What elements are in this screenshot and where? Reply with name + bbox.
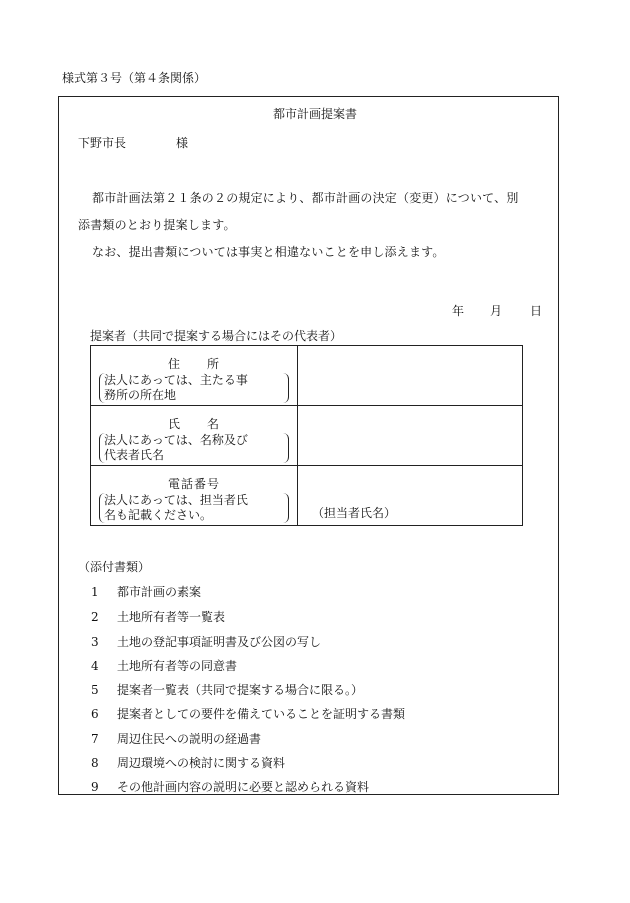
form-number: 様式第３号（第４条関係） xyxy=(62,71,207,85)
proposer-table xyxy=(90,345,523,526)
body-line-3: なお、提出書類については事実と相違ないことを申し添えます。 xyxy=(92,245,445,259)
attachment-text: 提案者一覧表（共同で提案する場合に限る。） xyxy=(117,683,364,697)
attachment-item xyxy=(91,733,261,745)
attachment-text: 土地の登記事項証明書及び公図の写し xyxy=(117,635,322,649)
address-label-cell xyxy=(91,346,298,406)
attachment-number: 7 xyxy=(91,732,99,746)
name-note-line-1: 法人にあっては、名称及び xyxy=(104,433,248,447)
contact-person-label: （担当者氏名） xyxy=(312,506,397,520)
name-head: 氏 名 xyxy=(167,417,220,431)
address-note xyxy=(99,373,289,403)
attachment-number: 6 xyxy=(91,707,99,721)
attachment-text: 周辺住民への説明の経過書 xyxy=(117,732,262,746)
phone-label-cell xyxy=(91,466,298,526)
attachment-text: 提案者としての要件を備えていることを証明する書類 xyxy=(117,707,406,721)
addressee-honorific: 様 xyxy=(176,136,189,150)
attachment-number: 2 xyxy=(91,610,99,624)
document-title: 都市計画提案書 xyxy=(272,107,357,121)
addressee-name: 下野市長 xyxy=(78,136,127,150)
attachment-text: 土地所有者等一覧表 xyxy=(117,610,226,624)
attachment-text: その他計画内容の説明に必要と認められる資料 xyxy=(117,780,370,794)
attachment-item xyxy=(91,586,201,598)
attachment-number: 8 xyxy=(91,756,99,770)
phone-input-cell[interactable] xyxy=(298,466,523,526)
date-day: 日 xyxy=(530,304,543,318)
attachment-number: 3 xyxy=(91,635,99,649)
body-line-2: 添書類のとおり提案します。 xyxy=(78,218,236,232)
phone-note-line-2: 名も記載ください。 xyxy=(104,508,213,522)
name-label-cell xyxy=(91,406,298,466)
name-note xyxy=(99,433,289,463)
attachment-item xyxy=(91,636,321,648)
attachment-item xyxy=(91,708,405,720)
attachments-title: （添付書類） xyxy=(78,560,151,574)
address-head: 住 所 xyxy=(167,357,220,371)
name-input-cell[interactable] xyxy=(298,406,523,466)
attachment-number: 9 xyxy=(91,780,99,794)
phone-note-line-1: 法人にあっては、担当者氏 xyxy=(104,493,248,507)
addressee xyxy=(78,137,188,149)
phone-row xyxy=(91,466,523,526)
name-note-line-2: 代表者氏名 xyxy=(104,448,165,462)
address-input-cell[interactable] xyxy=(298,346,523,406)
attachment-item xyxy=(91,781,369,793)
attachment-number: 4 xyxy=(91,659,99,673)
attachment-number: 5 xyxy=(91,683,99,697)
phone-note xyxy=(99,493,289,523)
body-line-1: 都市計画法第２１条の２の規定により、都市計画の決定（変更）について、別 xyxy=(92,191,519,205)
attachment-item xyxy=(91,684,363,696)
attachment-text: 土地所有者等の同意書 xyxy=(117,659,238,673)
attachment-item xyxy=(91,611,225,623)
attachment-text: 周辺環境への検討に関する資料 xyxy=(117,756,286,770)
attachment-text: 都市計画の素案 xyxy=(117,585,202,599)
name-row xyxy=(91,406,523,466)
address-note-line-1: 法人にあっては、主たる事 xyxy=(104,373,248,387)
proposer-label: 提案者（共同で提案する場合にはその代表者） xyxy=(90,329,343,343)
phone-head: 電話番号 xyxy=(167,477,220,491)
address-note-line-2: 務所の所在地 xyxy=(104,388,177,402)
date-year: 年 xyxy=(452,304,465,318)
attachment-number: 1 xyxy=(91,585,99,599)
attachment-item xyxy=(91,757,285,769)
address-row xyxy=(91,346,523,406)
attachment-item xyxy=(91,660,237,672)
date-month: 月 xyxy=(490,304,503,318)
